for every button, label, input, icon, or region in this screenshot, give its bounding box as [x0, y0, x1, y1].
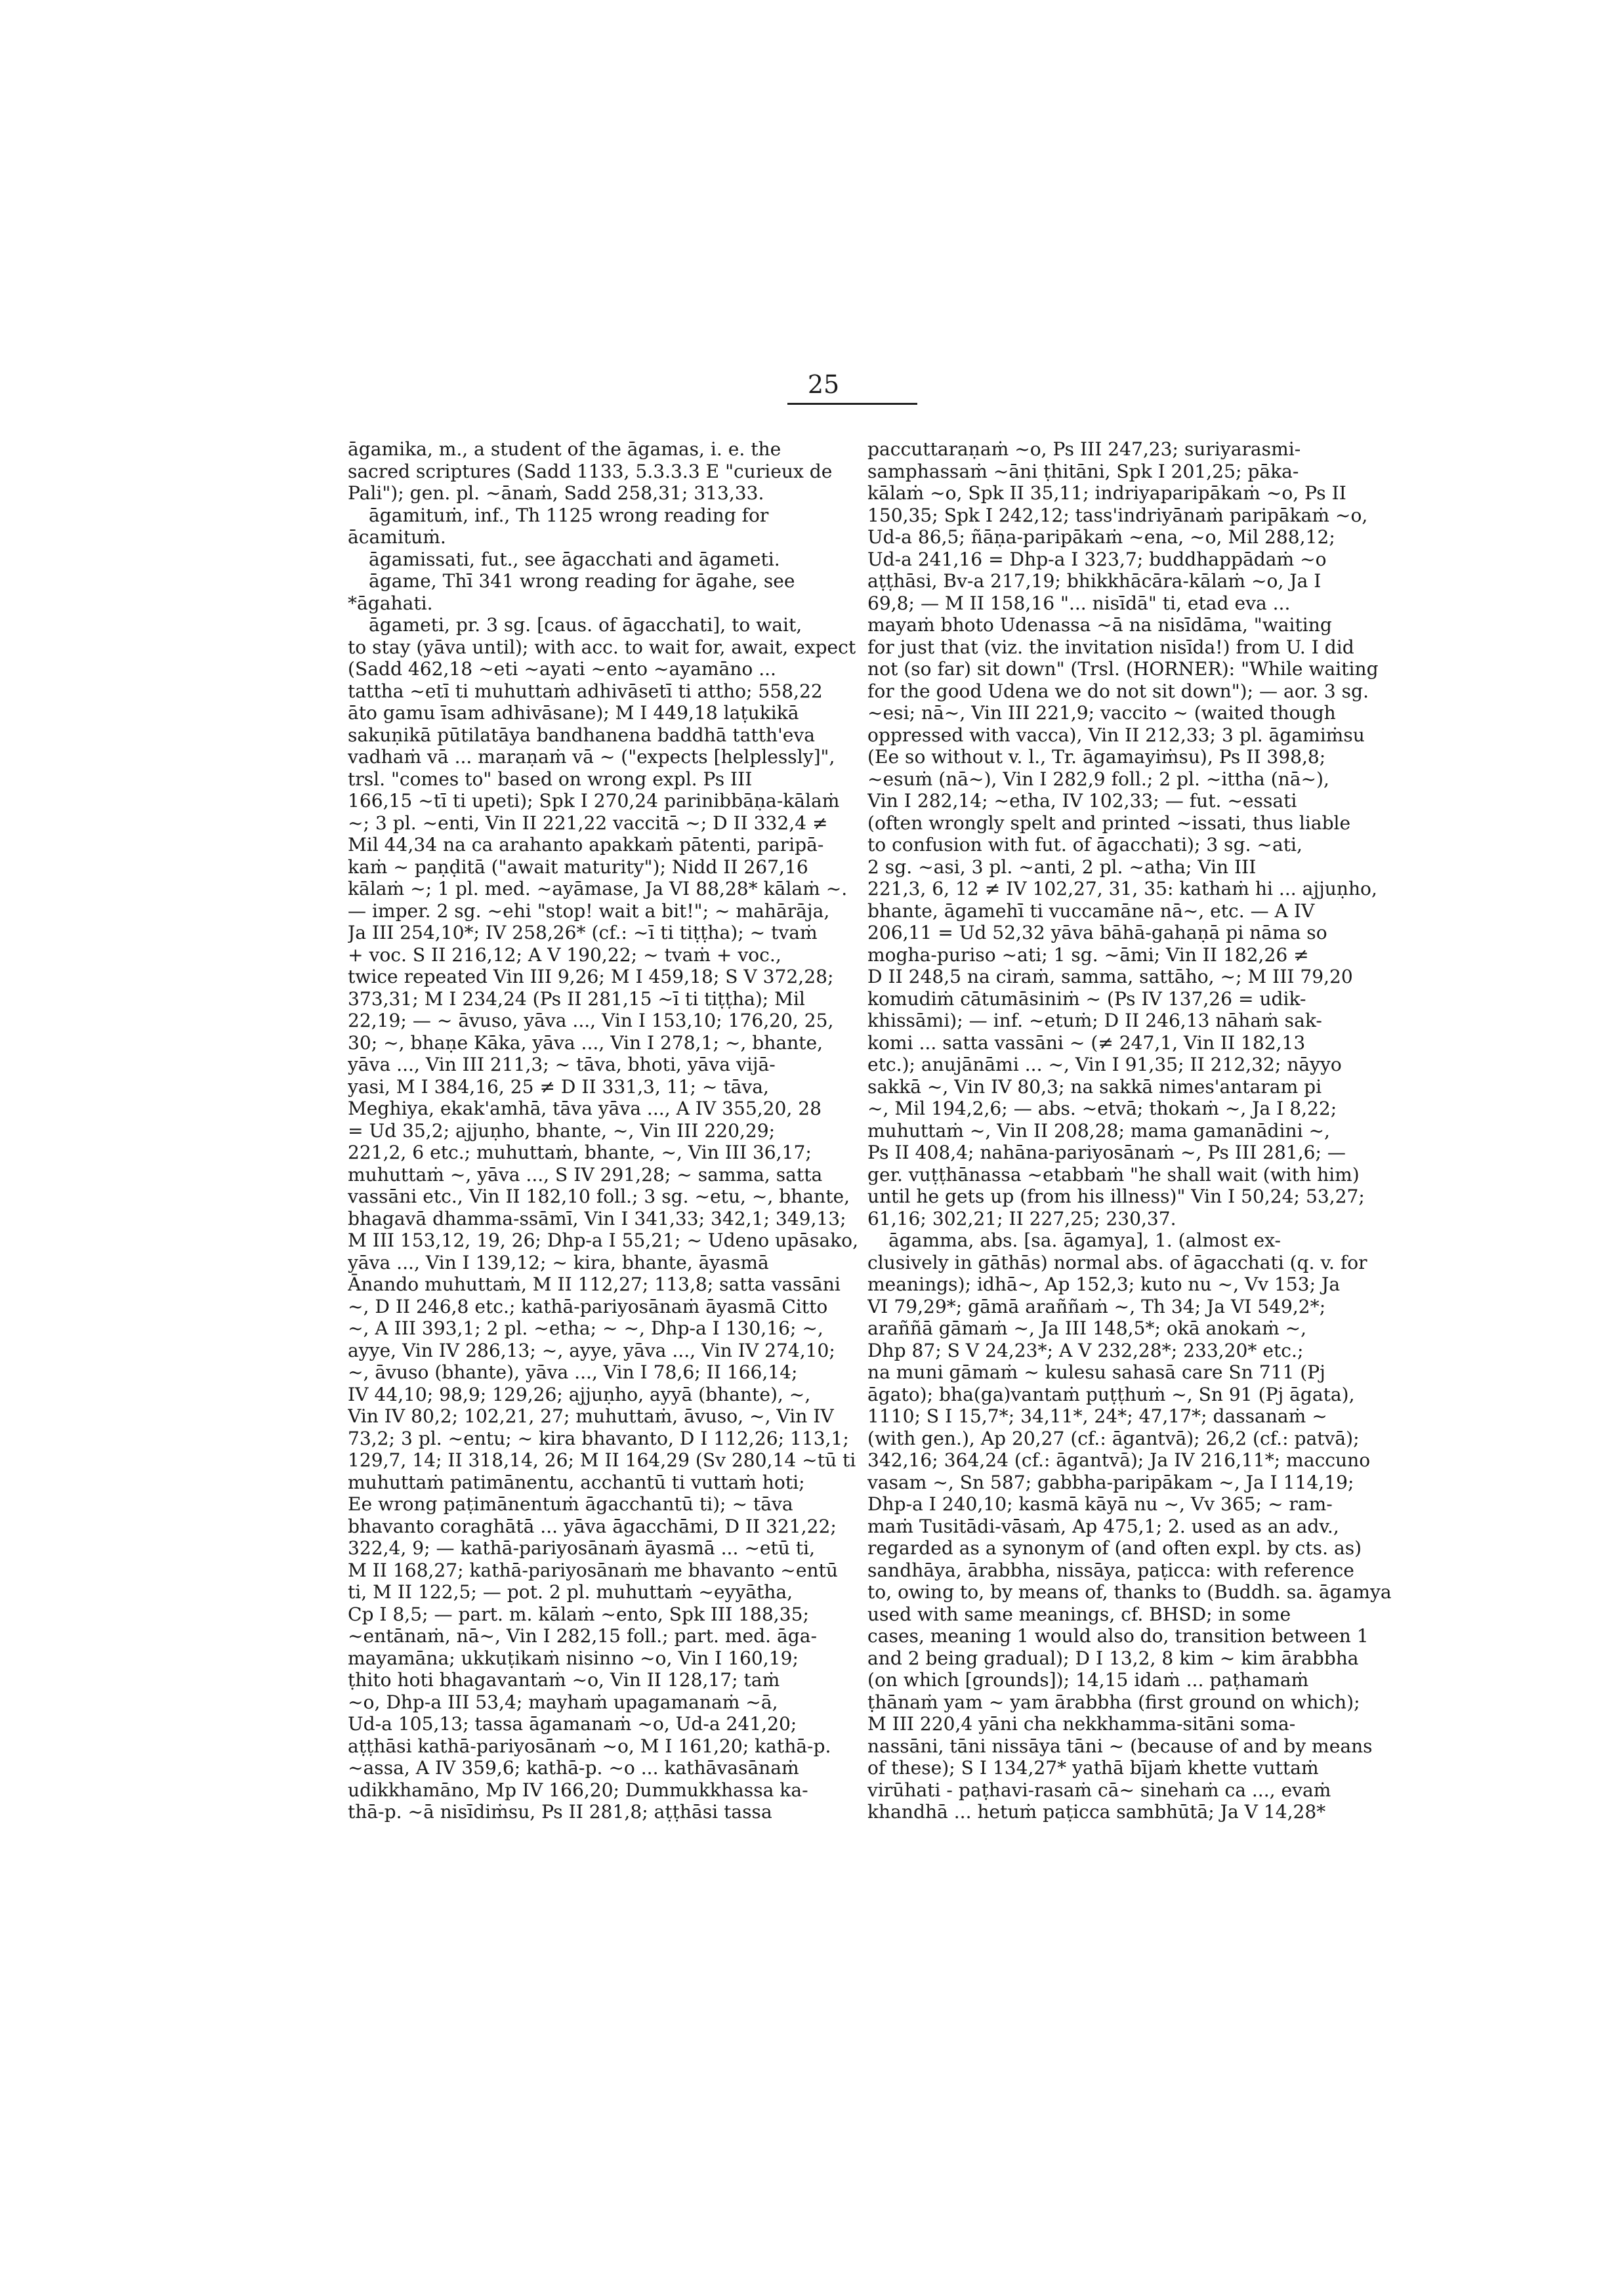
- dictionary-line: 69,8; — M II 158,16 "... nisīdā" ti, etad eva ...: [867, 592, 1291, 614]
- dictionary-line: 166,15 ~tī ti upeti); Spk I 270,24 parinibbāṇa-kālaṁ: [348, 790, 840, 812]
- dictionary-line: cases, meaning 1 would also do, transition between 1: [867, 1625, 1369, 1647]
- dictionary-line: (Ee so without v. l., Tr. āgamayiṁsu), Ps II 398,8;: [867, 746, 1326, 768]
- dictionary-line: sakuṇikā pūtilatāya bandhanena baddhā tatth'eva: [348, 724, 816, 746]
- dictionary-line: 73,2; 3 pl. ~entu; ~ kira bhavanto, D I 112,26; 113,1;: [348, 1427, 849, 1449]
- dictionary-line: of these); S I 134,27* yathā bījaṁ khette vuttaṁ: [867, 1757, 1319, 1779]
- dictionary-line: 2 sg. ~asi, 3 pl. ~anti, 2 pl. ~atha; Vin III: [867, 856, 1257, 878]
- dictionary-line: ~esi; nā~, Vin III 221,9; vaccito ~ (waited though: [867, 702, 1336, 724]
- dictionary-line: maṁ Tusitādi-vāsaṁ, Ap 475,1; 2. used as an adv.,: [867, 1515, 1339, 1537]
- dictionary-line: Ps II 408,4; nahāna-pariyosānaṁ ~, Ps III 281,6; —: [867, 1142, 1346, 1163]
- dictionary-line: ayye, Vin IV 286,13; ~, ayye, yāva ..., Vin IV 274,10;: [348, 1339, 835, 1361]
- dictionary-line: 373,31; M I 234,24 (Ps II 281,15 ~ī ti tiṭṭha); Mil: [348, 987, 805, 1010]
- dictionary-line: ~esuṁ (nā~), Vin I 282,9 foll.; 2 pl. ~ittha (nā~),: [867, 768, 1329, 790]
- dictionary-line: Dhp-a I 240,10; kasmā kāyā nu ~, Vv 365; ~ ram-: [867, 1493, 1333, 1515]
- dictionary-line: bhavanto coraghātā ... yāva āgacchāmi, D II 321,22;: [348, 1515, 837, 1537]
- dictionary-line: 22,19; — ~ āvuso, yāva ..., Vin I 153,10; 176,20, 25,: [348, 1010, 834, 1031]
- dictionary-line: etc.); anujānāmi ... ~, Vin I 91,35; II 212,32; nāyyo: [867, 1054, 1342, 1075]
- dictionary-line: ~; 3 pl. ~enti, Vin II 221,22 vaccitā ~; D II 332,4 ≠: [348, 812, 828, 834]
- dictionary-line: araññā gāmaṁ ~, Ja III 148,5*; okā anokaṁ ~,: [867, 1317, 1307, 1339]
- dictionary-line: (with gen.), Ap 20,27 (cf.: āgantvā); 26,2 (cf.: patvā);: [867, 1427, 1360, 1449]
- dictionary-line: 1110; S I 15,7*; 34,11*, 24*; 47,17*; dassanaṁ ~: [867, 1405, 1327, 1427]
- dictionary-line: kaṁ ~ paṇḍitā ("await maturity"); Nidd II 267,16: [348, 856, 808, 878]
- dictionary-line: = Ud 35,2; ajjuṇho, bhante, ~, Vin III 220,29;: [348, 1119, 776, 1142]
- dictionary-line: sakkā ~, Vin IV 80,3; na sakkā nimes'antaram pi: [867, 1075, 1322, 1098]
- page-number: 25: [807, 370, 840, 399]
- dictionary-line: virūhati - paṭhavi-rasaṁ cā~ sinehaṁ ca ..., evaṁ: [867, 1779, 1331, 1801]
- dictionary-line: D II 248,5 na ciraṁ, samma, sattāho, ~; M III 79,20: [867, 966, 1353, 987]
- dictionary-line: paccuttaraṇaṁ ~o, Ps III 247,23; suriyarasmi-: [867, 438, 1301, 460]
- dictionary-line: Dhp 87; S V 24,23*; A V 232,28*; 233,20* etc.;: [867, 1339, 1304, 1361]
- dictionary-line: 342,16; 364,24 (cf.: āgantvā); Ja IV 216,11*; maccuno: [867, 1449, 1371, 1471]
- dictionary-line: vadhaṁ vā ... maraṇaṁ vā ~ ("expects [helplessly]",: [348, 746, 835, 768]
- dictionary-line: khandhā ... hetuṁ paṭicca sambhūtā; Ja V 14,28*: [867, 1801, 1326, 1823]
- dictionary-line: ~, Mil 194,2,6; — abs. ~etvā; thokaṁ ~, Ja I 8,22;: [867, 1098, 1337, 1119]
- dictionary-line: *āgahati.: [348, 592, 433, 614]
- dictionary-line: to stay (yāva until); with acc. to wait for, await, expect: [348, 636, 856, 658]
- dictionary-line: regarded as a synonym of (and often expl. by cts. as): [867, 1537, 1362, 1559]
- dictionary-line: + voc. S II 216,12; A V 190,22; ~ tvaṁ + voc.,: [348, 943, 781, 966]
- dictionary-line: (on which [grounds]); 14,15 idaṁ ... paṭhamaṁ: [867, 1669, 1309, 1691]
- dictionary-line: Ānando muhuttaṁ, M II 112,27; 113,8; satta vassāni: [348, 1273, 841, 1295]
- dictionary-line: used with same meanings, cf. BHSD; in some: [867, 1603, 1291, 1625]
- dictionary-line: ~entānaṁ, nā~, Vin I 282,15 foll.; part. med. āga-: [348, 1625, 817, 1647]
- dictionary-line: not (so far) sit down" (Trsl. (HORNER): "While waiting: [867, 658, 1379, 680]
- dictionary-line: 61,16; 302,21; II 227,25; 230,37.: [867, 1207, 1176, 1230]
- dictionary-line: VI 79,29*; gāmā araññaṁ ~, Th 34; Ja VI 549,2*;: [867, 1295, 1326, 1317]
- dictionary-line: bhante, āgamehī ti vuccamāne nā~, etc. — A IV: [867, 899, 1315, 922]
- dictionary-line: for the good Udena we do not sit down"); — aor. 3 sg.: [867, 680, 1369, 702]
- dictionary-line: vasam ~, Sn 587; gabbha-paripākam ~, Ja I 114,19;: [867, 1471, 1354, 1493]
- dictionary-line: to confusion with fut. of āgacchati); 3 sg. ~ati,: [867, 834, 1302, 856]
- dictionary-column-left: [348, 438, 879, 1823]
- dictionary-line: Ja III 254,10*; IV 258,26* (cf.: ~ī ti tiṭṭha); ~ tvaṁ: [348, 922, 818, 943]
- dictionary-line: to, owing to, by means of, thanks to (Buddh. sa. āgamya: [867, 1581, 1392, 1603]
- dictionary-line: ṭhānaṁ yam ~ yam ārabbha (first ground on which);: [867, 1691, 1360, 1713]
- dictionary-line: tattha ~etī ti muhuttaṁ adhivāsetī ti attho; 558,22: [348, 680, 823, 702]
- dictionary-line: 221,3, 6, 12 ≠ IV 102,27, 31, 35: kathaṁ hi ... ajjuṇho,: [867, 878, 1377, 899]
- dictionary-line: bhagavā dhamma-ssāmī, Vin I 341,33; 342,1; 349,13;: [348, 1207, 846, 1230]
- dictionary-line: — imper. 2 sg. ~ehi "stop! wait a bit!"; ~ mahārāja,: [348, 899, 830, 922]
- dictionary-line: ~assa, A IV 359,6; kathā-p. ~o ... kathāvasānaṁ: [348, 1757, 799, 1779]
- dictionary-line: M III 220,4 yāni cha nekkhamma-sitāni soma-: [867, 1713, 1296, 1735]
- dictionary-line: ācamituṁ.: [348, 526, 446, 548]
- dictionary-line: IV 44,10; 98,9; 129,26; ajjuṇho, ayyā (bhante), ~,: [348, 1383, 811, 1405]
- dictionary-line: aṭṭhāsi, Bv-a 217,19; bhikkhācāra-kālaṁ ~o, Ja I: [867, 570, 1322, 592]
- dictionary-line: Ud-a 241,16 = Dhp-a I 323,7; buddhappādaṁ ~o: [867, 548, 1327, 570]
- dictionary-line: ~, D II 246,8 etc.; kathā-pariyosānaṁ āyasmā Citto: [348, 1295, 828, 1317]
- dictionary-line: Vin I 282,14; ~etha, IV 102,33; — fut. ~essati: [867, 790, 1297, 812]
- dictionary-line: oppressed with vacca), Vin II 212,33; 3 pl. āgamiṁsu: [867, 724, 1365, 746]
- dictionary-line: until he gets up (from his illness)" Vin I 50,24; 53,27;: [867, 1186, 1365, 1207]
- dictionary-line: yasi, M I 384,16, 25 ≠ D II 331,3, 11; ~ tāva,: [348, 1075, 769, 1098]
- dictionary-line: komi ... satta vassāni ~ (≠ 247,1, Vin II 182,13: [867, 1031, 1306, 1054]
- dictionary-line: āgamituṁ, inf., Th 1125 wrong reading for: [369, 504, 769, 526]
- page-number-rule: [787, 403, 917, 405]
- dictionary-line: sandhāya, ārabbha, nissāya, paṭicca: with reference: [867, 1559, 1354, 1581]
- dictionary-line: kālaṁ ~; 1 pl. med. ~ayāmase, Ja VI 88,28* kālaṁ ~.: [348, 878, 848, 899]
- dictionary-line: Ee wrong paṭimānentuṁ āgacchantū ti); ~ tāva: [348, 1493, 793, 1515]
- dictionary-line: ger. vuṭṭhānassa ~etabbaṁ "he shall wait (with him): [867, 1163, 1360, 1186]
- dictionary-line: komudiṁ cātumāsiniṁ ~ (Ps IV 137,26 = udik-: [867, 987, 1306, 1010]
- dictionary-line: Ud-a 105,13; tassa āgamanaṁ ~o, Ud-a 241,20;: [348, 1713, 797, 1735]
- dictionary-line: āgame, Thī 341 wrong reading for āgahe, see: [369, 570, 795, 592]
- dictionary-line: yāva ..., Vin III 211,3; ~ tāva, bhoti, yāva vijā-: [348, 1054, 776, 1075]
- dictionary-line: Vin IV 80,2; 102,21, 27; muhuttaṁ, āvuso, ~, Vin IV: [348, 1405, 834, 1427]
- dictionary-line: ti, M II 122,5; — pot. 2 pl. muhuttaṁ ~eyyātha,: [348, 1581, 793, 1603]
- dictionary-line: 322,4, 9; — kathā-pariyosānaṁ āyasmā ... ~etū ti,: [348, 1537, 816, 1559]
- dictionary-line: ~, āvuso (bhante), yāva ..., Vin I 78,6; II 166,14;: [348, 1361, 798, 1383]
- dictionary-line: M II 168,27; kathā-pariyosānaṁ me bhavanto ~entū: [348, 1559, 838, 1581]
- dictionary-line: vassāni etc., Vin II 182,10 foll.; 3 sg. ~etu, ~, bhante,: [348, 1186, 850, 1207]
- dictionary-line: sacred scriptures (Sadd 1133, 5.3.3.3 E "curieux de: [348, 460, 833, 482]
- dictionary-line: Pali"); gen. pl. ~ānaṁ, Sadd 258,31; 313,33.: [348, 482, 764, 504]
- dictionary-line: mayamāna; ukkuṭikaṁ nisinno ~o, Vin I 160,19;: [348, 1647, 799, 1669]
- dictionary-line: (Sadd 462,18 ~eti ~ayati ~ento ~ayamāno ...: [348, 658, 776, 680]
- dictionary-line: ṭhito hoti bhagavantaṁ ~o, Vin II 128,17; taṁ: [348, 1669, 780, 1691]
- dictionary-line: āgamma, abs. [sa. āgamya], 1. (almost ex-: [888, 1230, 1281, 1251]
- dictionary-line: mogha-puriso ~ati; 1 sg. ~āmi; Vin II 182,26 ≠: [867, 943, 1309, 966]
- dictionary-line: samphassaṁ ~āni ṭhitāni, Spk I 201,25; pāka-: [867, 460, 1299, 482]
- dictionary-line: 221,2, 6 etc.; muhuttaṁ, bhante, ~, Vin III 36,17;: [348, 1142, 812, 1163]
- dictionary-line: ~o, Dhp-a III 53,4; mayhaṁ upagamanaṁ ~ā,: [348, 1691, 778, 1713]
- dictionary-line: (often wrongly spelt and printed ~issati, thus liable: [867, 812, 1351, 834]
- dictionary-line: yāva ..., Vin I 139,12; ~ kira, bhante, āyasmā: [348, 1251, 769, 1273]
- dictionary-line: muhuttaṁ patimānentu, acchantū ti vuttaṁ hoti;: [348, 1471, 805, 1493]
- dictionary-line: thā-p. ~ā nisīdiṁsu, Ps II 281,8; aṭṭhāsi tassa: [348, 1801, 772, 1823]
- dictionary-line: aṭṭhāsi kathā-pariyosānaṁ ~o, M I 161,20; kathā-p.: [348, 1735, 831, 1757]
- dictionary-line: āgameti, pr. 3 sg. [caus. of āgacchati], to wait,: [369, 614, 802, 636]
- dictionary-line: ~, A III 393,1; 2 pl. ~etha; ~ ~, Dhp-a I 130,16; ~,: [348, 1317, 823, 1339]
- dictionary-line: muhuttaṁ ~, yāva ..., S IV 291,28; ~ samma, satta: [348, 1163, 823, 1186]
- dictionary-line: Cp I 8,5; — part. m. kālaṁ ~ento, Spk III 188,35;: [348, 1603, 809, 1625]
- dictionary-line: nassāni, tāni nissāya tāni ~ (because of and by means: [867, 1735, 1373, 1757]
- dictionary-line: trsl. "comes to" based on wrong expl. Ps III: [348, 768, 753, 790]
- dictionary-line: 129,7, 14; II 318,14, 26; M II 164,29 (Sv 280,14 ~tū ti: [348, 1449, 856, 1471]
- dictionary-line: āgato); bha(ga)vantaṁ puṭṭhuṁ ~, Sn 91 (Pj āgata),: [867, 1383, 1355, 1405]
- dictionary-line: na muni gāmaṁ ~ kulesu sahasā care Sn 711 (Pj: [867, 1361, 1325, 1383]
- dictionary-line: udikkhamāno, Mp IV 166,20; Dummukkhassa ka-: [348, 1779, 808, 1801]
- dictionary-line: and 2 being gradual); D I 13,2, 8 kim ~ kim ārabbha: [867, 1647, 1359, 1669]
- dictionary-line: muhuttaṁ ~, Vin II 208,28; mama gamanādini ~,: [867, 1119, 1330, 1142]
- dictionary-line: 150,35; Spk I 242,12; tass'indriyānaṁ paripākaṁ ~o,: [867, 504, 1368, 526]
- dictionary-line: āto gamu īsam adhivāsane); M I 449,18 laṭukikā: [348, 702, 799, 724]
- dictionary-line: khissāmi); — inf. ~etuṁ; D II 246,13 nāhaṁ sak-: [867, 1010, 1322, 1031]
- dictionary-line: clusively in gāthās) normal abs. of āgacchati (q. v. for: [867, 1251, 1367, 1273]
- dictionary-line: M III 153,12, 19, 26; Dhp-a I 55,21; ~ Udeno upāsako,: [348, 1230, 859, 1251]
- dictionary-line: 206,11 = Ud 52,32 yāva bāhā-gahaṇā pi nāma so: [867, 922, 1327, 943]
- dictionary-line: Mil 44,34 na ca arahanto apakkaṁ pātenti, paripā-: [348, 834, 824, 856]
- dictionary-line: 30; ~, bhaṇe Kāka, yāva ..., Vin I 278,1; ~, bhante,: [348, 1031, 823, 1054]
- dictionary-line: twice repeated Vin III 9,26; M I 459,18; S V 372,28;: [348, 966, 834, 987]
- dictionary-line: Meghiya, ekak'amhā, tāva yāva ..., A IV 355,20, 28: [348, 1098, 822, 1119]
- dictionary-line: āgamika, m., a student of the āgamas, i. e. the: [348, 438, 781, 460]
- dictionary-line: for just that (viz. the invitation nisīda!) from U. I did: [867, 636, 1354, 658]
- dictionary-line: mayaṁ bhoto Udenassa ~ā na nisīdāma, "waiting: [867, 614, 1332, 636]
- dictionary-line: āgamissati, fut., see āgacchati and āgameti.: [369, 548, 780, 570]
- dictionary-line: kālaṁ ~o, Spk II 35,11; indriyaparipākaṁ ~o, Ps II: [867, 482, 1346, 504]
- dictionary-column-right: [867, 438, 1399, 1823]
- dictionary-line: meanings); idhā~, Ap 152,3; kuto nu ~, Vv 153; Ja: [867, 1273, 1341, 1295]
- dictionary-line: Ud-a 86,5; ñāṇa-paripākaṁ ~ena, ~o, Mil 288,12;: [867, 526, 1335, 548]
